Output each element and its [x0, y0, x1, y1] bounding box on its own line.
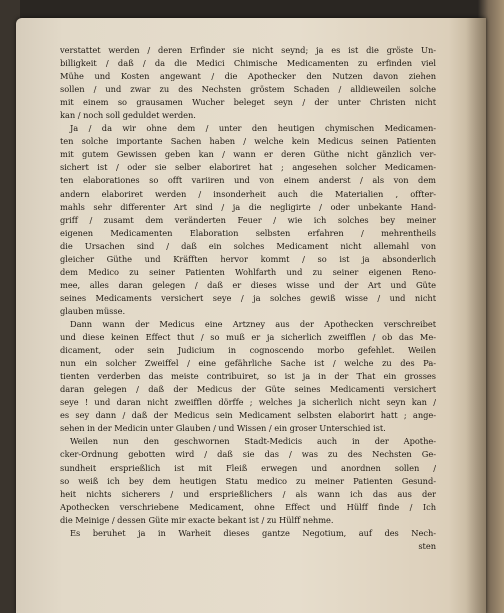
paragraph-start: Dann wann der Medicus eine Artzney aus der Apothecken verschreibet [70, 318, 436, 329]
text-line: mit einem so grausamen Wucher beleget seyn / der unter Christen nicht [60, 97, 436, 108]
text-line: ten elaborationes so offt variiren und von einem anderst / als von dem [60, 175, 436, 186]
text-line: tienten verderben das meiste contribuiret, so ist ja in der That ein grosses [60, 371, 436, 382]
paragraph-start: Es beruhet ja in Warheit dieses gantze Negotium, auf des Nech- [70, 527, 436, 538]
text-line: und diese keinen Effect thut / so muß er ja sicherlich zweifflen / ob das Me- [60, 332, 436, 343]
paragraph-start: Ja / da wir ohne dem / unter den heutigen chymischen Medicamen- [70, 123, 436, 134]
text-line: es sey dann / daß der Medicus sein Medicament selbsten elaborirt hatt ; ange- [60, 410, 436, 421]
text-line: sichert ist / oder sie selber elaboriret hat ; angesehen solcher Medicamen- [60, 162, 436, 173]
text-line: glauben müsse. [60, 305, 126, 316]
text-line: so weiß ich bey dem heutigen Statu medico zu meiner Patienten Gesund- [60, 475, 436, 486]
text-line: gleicher Güthe und Kräfften hervor kommt / so ist ja absonderlich [60, 253, 436, 264]
text-line: kan / noch soll geduldet werden. [60, 110, 196, 121]
text-line: heit nichts sicherers / und ersprießlichers / als wann ich das aus der [60, 488, 436, 499]
text-line: sollen / und zwar zu des Nechsten gröstem Schaden / alldieweilen solche [60, 84, 436, 95]
text-line: Apothecken verschriebene Medicament, ohne Effect und Hülff finde / Ich [60, 501, 436, 512]
text-line: Mühe und Kosten angewant / die Apothecker den Nutzen davon ziehen [60, 71, 436, 82]
text-line: mit gutem Gewissen geben kan / wann er deren Güthe nicht gänzlich ver- [60, 149, 436, 160]
text-line: ten solche importante Sachen haben / welche kein Medicus seinen Patienten [60, 136, 436, 147]
text-line: nun ein solcher Zweiffel / eine gefährliche Sache ist / welche zu des Pa- [60, 358, 436, 369]
text-line: verstattet werden / deren Erfinder sie nicht seynd; ja es ist die gröste Un- [60, 45, 436, 55]
text-line: sundheit ersprießlich ist mit Fleiß erwegen und anordnen sollen / [60, 462, 436, 473]
text-line: andern elaboriret werden / insonderheit auch die Materialien , offter- [60, 188, 436, 199]
paragraph-start: Weilen nun den geschwornen Stadt-Medicis auch in der Apothe- [70, 436, 436, 447]
text-line: die Meinige / dessen Güte mir exacte bekant ist / zu Hülff nehme. [60, 514, 334, 525]
text-line: daran gelegen / daß der Medicus der Güte seines Medicamenti versichert [60, 384, 436, 395]
catchword: sten [418, 540, 436, 551]
text-line: sehen in der Medicin unter Glauben / und Wissen / ein groser Unterschied ist. [60, 423, 386, 434]
text-line: eigenen Medicamenten Elaboration selbsten erfahren / mehrentheils [60, 227, 436, 238]
text-line: cker-Ordnung gebotten wird / daß sie das / was zu des Nechsten Ge- [60, 449, 436, 460]
text-line: mee, alles daran gelegen / daß er dieses wisse und der Art und Güte [60, 279, 436, 290]
text-line: seines Medicaments versichert seye / ja solches gewiß wisse / und nicht [60, 292, 436, 303]
text-line: mahls sehr differenter Art sind / ja die negligirte / oder unbekante Hand- [60, 201, 436, 212]
binding-shadow [466, 18, 486, 613]
text-line: dicament, oder sein Judicium in cognoscendo morbo gefehlet. Weilen [60, 345, 436, 356]
text-line: die Ursachen sind / daß ein solches Medicament nicht allemahl von [60, 240, 436, 251]
text-line: griff / zusamt dem veränderten Feuer / wie ich solches bey meiner [60, 214, 436, 225]
text-line: dem Medico zu seiner Patienten Wohlfarth und zu seiner eigenen Reno- [60, 266, 436, 277]
text-line: seye ! und daran nicht zweifflen dörffe ; welches ja sicherlich nicht seyn kan / [60, 397, 436, 408]
page-text [60, 44, 436, 553]
text-line: billigkeit / daß / da die Medici Chimische Medicamenten zu erfinden viel [60, 58, 436, 69]
